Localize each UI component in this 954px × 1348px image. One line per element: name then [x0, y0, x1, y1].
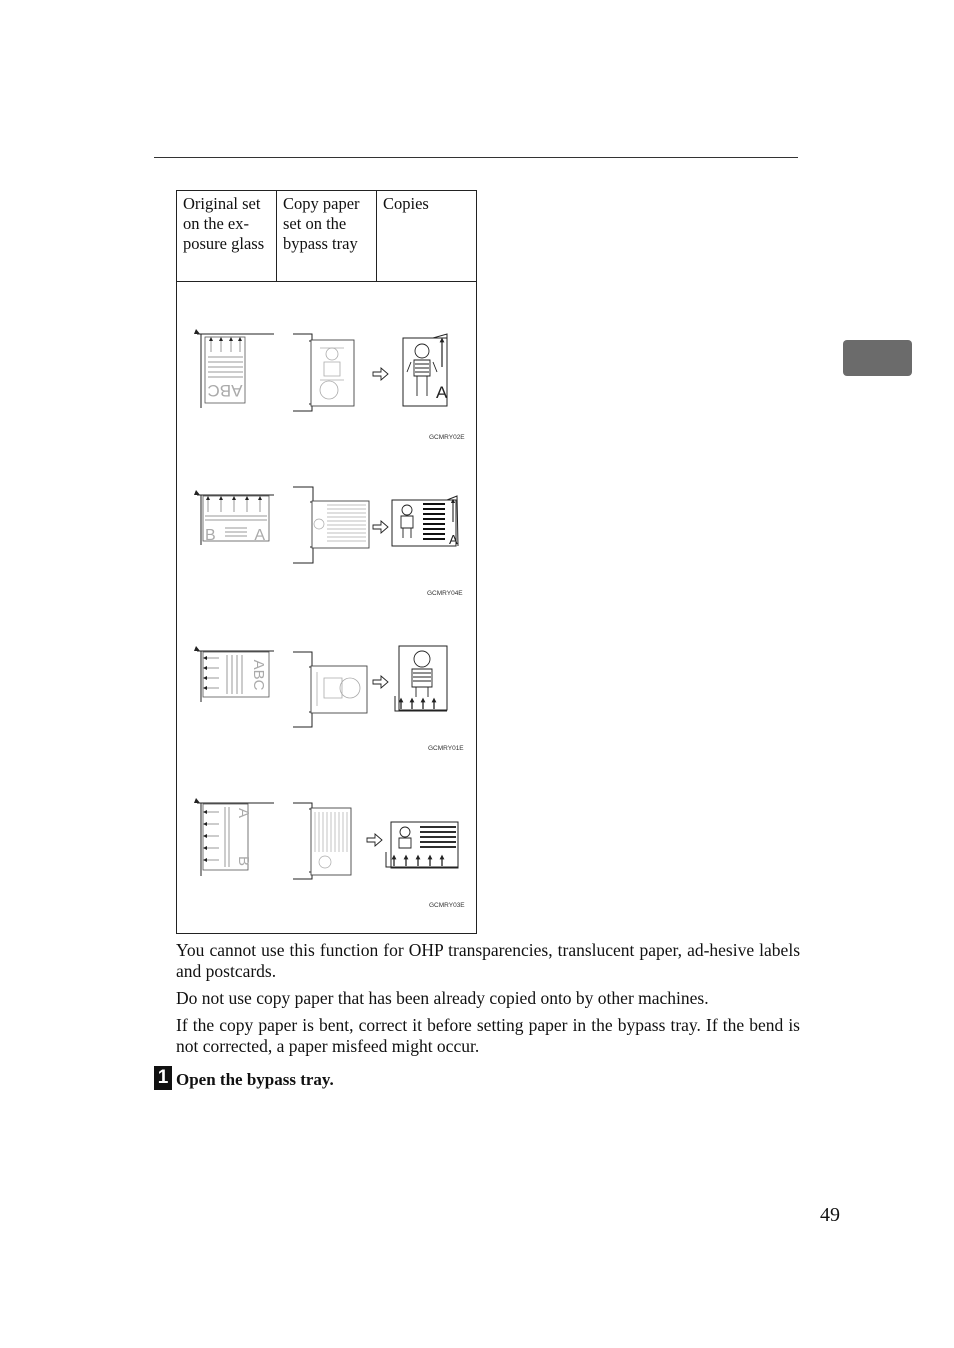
original-on-glass-4 — [194, 798, 274, 876]
header-copy-paper: Copy paper set on the bypass tray — [277, 191, 377, 281]
orientation-illustrations — [177, 282, 476, 934]
original-on-glass-3 — [194, 646, 274, 702]
figure-row-1 — [194, 329, 465, 441]
figure-code-3: GCMRY01E — [428, 745, 464, 752]
original-on-glass-2 — [194, 490, 274, 545]
step-number-badge: 1 — [154, 1066, 172, 1090]
copy-text-2: A — [449, 532, 458, 547]
figure-code-1: GCMRY02E — [429, 434, 465, 441]
copy-result-3 — [395, 646, 447, 711]
header-original: Original set on the ex-posure glass — [177, 191, 277, 281]
original-text-3: ABC — [250, 659, 267, 691]
bypass-tray-2 — [293, 487, 369, 563]
figure-row-2 — [194, 487, 463, 597]
header-copies: Copies — [383, 194, 429, 213]
note-paragraph-2: Do not use copy paper that has been already copied onto by other machines. — [176, 988, 709, 1008]
figure-row-3 — [194, 646, 464, 752]
bypass-tray-3 — [293, 652, 367, 727]
bypass-tray-1 — [293, 334, 354, 411]
original-text-1: ABC — [207, 381, 243, 400]
original-text-2: B A — [205, 527, 265, 544]
figure-row-4 — [194, 798, 465, 909]
copy-text-1: A — [436, 383, 448, 402]
header-rule — [154, 157, 798, 158]
arrow-icon — [373, 676, 388, 688]
original-text-4: A B — [235, 808, 252, 866]
page-number: 49 — [820, 1204, 840, 1226]
table-body — [177, 282, 476, 934]
figure-code-2: GCMRY04E — [427, 590, 463, 597]
copy-result-2 — [392, 496, 458, 547]
note-paragraph-1: You cannot use this function for OHP transparencies, translucent paper, ad-hesive labels and postcards. — [176, 940, 800, 981]
arrow-icon — [373, 368, 388, 380]
original-on-glass-1 — [194, 329, 274, 408]
table-header-row — [177, 191, 476, 282]
copy-result-4 — [386, 822, 458, 868]
arrow-icon — [373, 521, 388, 533]
note-paragraph-3: If the copy paper is bent, correct it before setting paper in the bypass tray. If the bend is not corrected, a paper misfeed might occur. — [176, 1015, 800, 1056]
figure-code-4: GCMRY03E — [429, 902, 465, 909]
arrow-icon — [367, 834, 382, 846]
copy-result-1 — [403, 334, 448, 406]
orientation-table — [176, 190, 477, 934]
chapter-tab — [843, 340, 912, 376]
step-instruction: Open the bypass tray. — [176, 1070, 334, 1089]
bypass-tray-4 — [293, 803, 351, 879]
